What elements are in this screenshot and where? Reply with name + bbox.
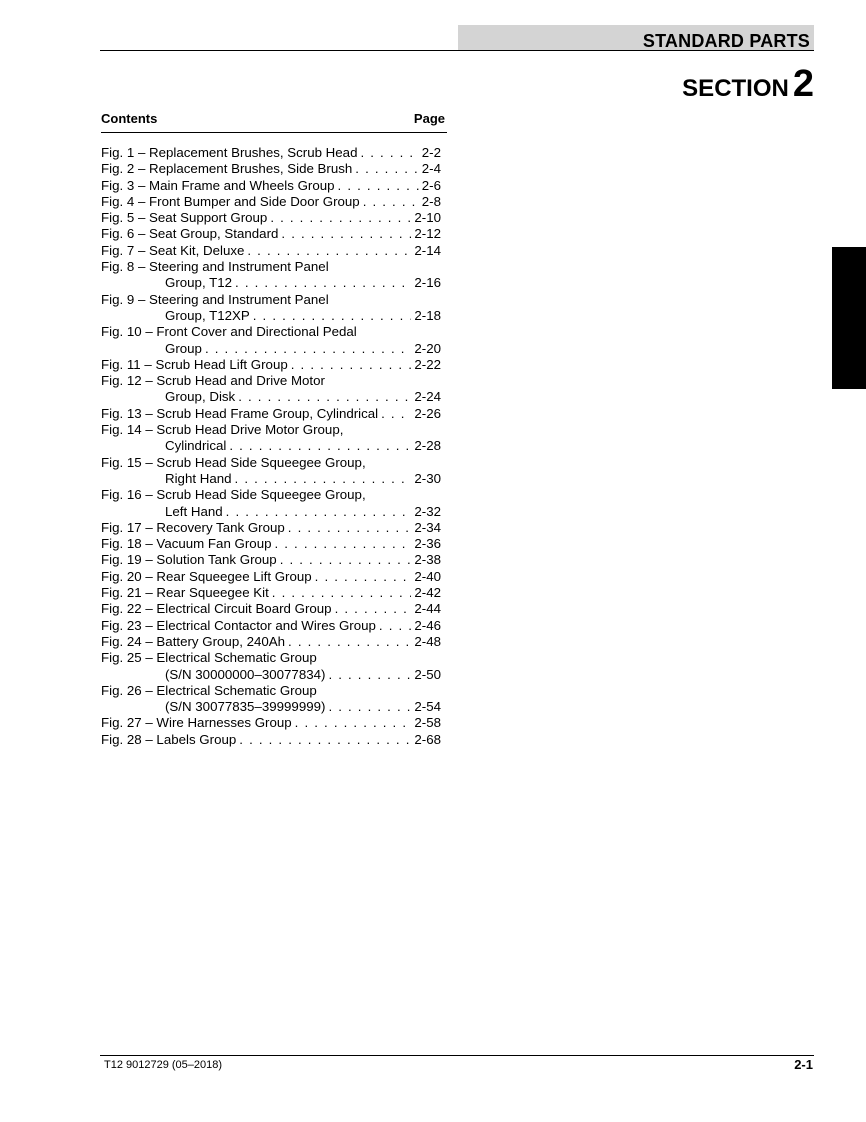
toc-entry-title: Fig. 13 – Scrub Head Frame Group, Cylindrical bbox=[101, 405, 379, 421]
toc-entry[interactable] bbox=[101, 226, 441, 242]
dot-leader bbox=[315, 569, 412, 585]
toc-entry-title: Fig. 4 – Front Bumper and Side Door Group bbox=[101, 193, 360, 209]
toc-entry-title: Fig. 16 – Scrub Head Side Squeegee Group, bbox=[101, 487, 366, 503]
dot-leader bbox=[355, 161, 418, 177]
toc-entry[interactable] bbox=[101, 194, 441, 210]
dot-leader bbox=[205, 341, 411, 357]
dot-leader bbox=[280, 552, 412, 568]
toc-entry[interactable] bbox=[101, 650, 441, 683]
toc-entry-title: Fig. 19 – Solution Tank Group bbox=[101, 552, 277, 568]
page-column-label: Page bbox=[413, 111, 445, 126]
toc-entry-title: Fig. 24 – Battery Group, 240Ah bbox=[101, 633, 286, 649]
toc-entry[interactable] bbox=[101, 357, 441, 373]
footer-page-number: 2-1 bbox=[794, 1057, 813, 1072]
dot-leader bbox=[360, 145, 418, 161]
toc-entry-page: 2-46 bbox=[414, 617, 441, 633]
toc-entry-page: 2-26 bbox=[414, 405, 441, 421]
toc-entry[interactable] bbox=[101, 732, 441, 748]
toc-entry-title-continued: Left Hand bbox=[165, 503, 223, 519]
toc-entry-page: 2-42 bbox=[414, 585, 441, 601]
dot-leader bbox=[239, 732, 411, 748]
toc-entry-title: Fig. 22 – Electrical Circuit Board Group bbox=[101, 601, 332, 617]
toc-entry-title-continued: (S/N 30000000–30077834) bbox=[165, 666, 326, 682]
toc-entry[interactable] bbox=[101, 520, 441, 536]
toc-entry-title: Fig. 11 – Scrub Head Lift Group bbox=[101, 356, 288, 372]
toc-entry[interactable] bbox=[101, 715, 441, 731]
dot-leader bbox=[328, 699, 411, 715]
section-title bbox=[682, 62, 814, 114]
toc-entry-title: Fig. 12 – Scrub Head and Drive Motor bbox=[101, 373, 325, 389]
toc-entry-title: Fig. 23 – Electrical Contactor and Wires Group bbox=[101, 617, 376, 633]
header-title: STANDARD PARTS bbox=[642, 31, 810, 51]
toc-entry-title: Fig. 6 – Seat Group, Standard bbox=[101, 226, 279, 242]
toc-entry-page: 2-20 bbox=[414, 340, 441, 356]
toc-entry-title: Fig. 25 – Electrical Schematic Group bbox=[101, 650, 317, 666]
toc-entry-title-continued: Right Hand bbox=[165, 470, 232, 486]
toc-entry[interactable] bbox=[101, 161, 441, 177]
toc-entry-title: Fig. 14 – Scrub Head Drive Motor Group, bbox=[101, 422, 344, 438]
toc-entry-page: 2-30 bbox=[414, 470, 441, 486]
toc-entry-page: 2-22 bbox=[414, 356, 441, 372]
toc-entry-title-continued: Group bbox=[165, 340, 202, 356]
toc-entry[interactable] bbox=[101, 634, 441, 650]
toc-entry-title: Fig. 28 – Labels Group bbox=[101, 731, 237, 747]
footer-rule bbox=[100, 1055, 814, 1056]
toc-entry[interactable] bbox=[101, 406, 441, 422]
toc-entry-page: 2-34 bbox=[414, 519, 441, 535]
toc-entry-title: Fig. 15 – Scrub Head Side Squeegee Group, bbox=[101, 454, 366, 470]
toc-entry[interactable] bbox=[101, 618, 441, 634]
toc-entry[interactable] bbox=[101, 259, 441, 292]
toc-entry-title-continued: Cylindrical bbox=[165, 438, 227, 454]
toc-entry-page: 2-40 bbox=[414, 568, 441, 584]
toc-entry-title-continued: Group, T12 bbox=[165, 275, 233, 291]
toc-entry-page: 2-2 bbox=[421, 145, 441, 160]
footer-doc-id: T12 9012729 (05–2018) bbox=[104, 1059, 223, 1071]
toc-entry-page: 2-16 bbox=[414, 275, 441, 291]
toc-entry-page: 2-48 bbox=[414, 633, 441, 649]
toc-entry-page: 2-18 bbox=[414, 307, 441, 323]
toc-entry-title: Fig. 18 – Vacuum Fan Group bbox=[101, 536, 272, 552]
dot-leader bbox=[270, 210, 411, 226]
toc-entry[interactable] bbox=[101, 536, 441, 552]
dot-leader bbox=[338, 178, 419, 194]
toc-entry-page: 2-50 bbox=[414, 666, 441, 682]
section-tab-marker bbox=[832, 247, 866, 389]
toc-entry-title: Fig. 21 – Rear Squeegee Kit bbox=[101, 585, 269, 601]
toc-entry-page: 2-32 bbox=[414, 503, 441, 519]
section-number: 2 bbox=[792, 63, 814, 105]
dot-leader bbox=[274, 536, 411, 552]
toc-entry-page: 2-28 bbox=[414, 438, 441, 454]
dot-leader bbox=[328, 667, 411, 683]
dot-leader bbox=[253, 308, 412, 324]
toc-entry-title: Fig. 10 – Front Cover and Directional Pedal bbox=[101, 324, 357, 340]
toc-entry-page: 2-4 bbox=[421, 161, 441, 177]
toc-entry[interactable] bbox=[101, 243, 441, 259]
toc-entry[interactable] bbox=[101, 292, 441, 325]
toc-entry[interactable] bbox=[101, 585, 441, 601]
toc-entry-title: Fig. 26 – Electrical Schematic Group bbox=[101, 682, 317, 698]
toc-entry-page: 2-36 bbox=[414, 536, 441, 552]
toc-entry-title-continued: (S/N 30077835–39999999) bbox=[165, 699, 326, 715]
toc-entry-page: 2-12 bbox=[414, 226, 441, 242]
dot-leader bbox=[238, 389, 411, 405]
dot-leader bbox=[229, 438, 411, 454]
dot-leader bbox=[235, 275, 411, 291]
contents-label: Contents bbox=[101, 111, 158, 126]
toc-entry[interactable] bbox=[101, 324, 441, 357]
dot-leader bbox=[363, 194, 419, 210]
dot-leader bbox=[226, 504, 412, 520]
toc-entry-title: Fig. 7 – Seat Kit, Deluxe bbox=[101, 242, 245, 258]
contents-header bbox=[101, 111, 445, 131]
toc-entry-page: 2-14 bbox=[414, 242, 441, 258]
section-word: SECTION bbox=[682, 75, 789, 102]
toc-entry-page: 2-44 bbox=[414, 601, 441, 617]
dot-leader bbox=[288, 520, 412, 536]
toc-entry-page: 2-68 bbox=[414, 731, 441, 747]
dot-leader bbox=[272, 585, 412, 601]
toc-entry[interactable] bbox=[101, 569, 441, 585]
toc-entry[interactable] bbox=[101, 487, 441, 520]
toc-entry-title-continued: Group, Disk bbox=[165, 389, 236, 405]
toc-entry-page: 2-54 bbox=[414, 699, 441, 715]
toc-entry-title: Fig. 17 – Recovery Tank Group bbox=[101, 519, 285, 535]
toc-entry-title: Fig. 2 – Replacement Brushes, Side Brush bbox=[101, 161, 353, 177]
toc-entry-page: 2-58 bbox=[414, 715, 441, 731]
toc-entry[interactable] bbox=[101, 178, 441, 194]
toc-entry[interactable] bbox=[101, 601, 441, 617]
toc-entry-page: 2-8 bbox=[421, 193, 441, 209]
toc-entry[interactable] bbox=[101, 145, 441, 161]
toc-entry-page: 2-38 bbox=[414, 552, 441, 568]
toc-entry-page: 2-24 bbox=[414, 389, 441, 405]
toc-entry-page: 2-6 bbox=[421, 177, 441, 193]
toc-entry-title: Fig. 1 – Replacement Brushes, Scrub Head bbox=[101, 145, 358, 160]
toc-entry-page: 2-10 bbox=[414, 210, 441, 226]
toc-entry-title: Fig. 8 – Steering and Instrument Panel bbox=[101, 259, 329, 275]
dot-leader bbox=[291, 357, 412, 373]
toc-entry-title-continued: Group, T12XP bbox=[165, 307, 250, 323]
toc-entry[interactable] bbox=[101, 455, 441, 488]
toc-entry[interactable] bbox=[101, 210, 441, 226]
table-of-contents bbox=[101, 145, 441, 748]
toc-entry-title: Fig. 3 – Main Frame and Wheels Group bbox=[101, 177, 335, 193]
toc-entry-title: Fig. 20 – Rear Squeegee Lift Group bbox=[101, 568, 312, 584]
dot-leader bbox=[335, 601, 412, 617]
toc-entry[interactable] bbox=[101, 683, 441, 716]
dot-leader bbox=[379, 618, 411, 634]
dot-leader bbox=[288, 634, 411, 650]
dot-leader bbox=[281, 226, 411, 242]
toc-entry[interactable] bbox=[101, 373, 441, 406]
toc-entry[interactable] bbox=[101, 552, 441, 568]
toc-entry-title: Fig. 27 – Wire Harnesses Group bbox=[101, 715, 292, 731]
toc-entry-title: Fig. 9 – Steering and Instrument Panel bbox=[101, 291, 329, 307]
toc-entry[interactable] bbox=[101, 422, 441, 455]
toc-entry-title: Fig. 5 – Seat Support Group bbox=[101, 210, 268, 226]
contents-rule bbox=[101, 132, 447, 133]
dot-leader bbox=[235, 471, 412, 487]
dot-leader bbox=[381, 406, 411, 422]
dot-leader bbox=[295, 715, 412, 731]
dot-leader bbox=[247, 243, 411, 259]
